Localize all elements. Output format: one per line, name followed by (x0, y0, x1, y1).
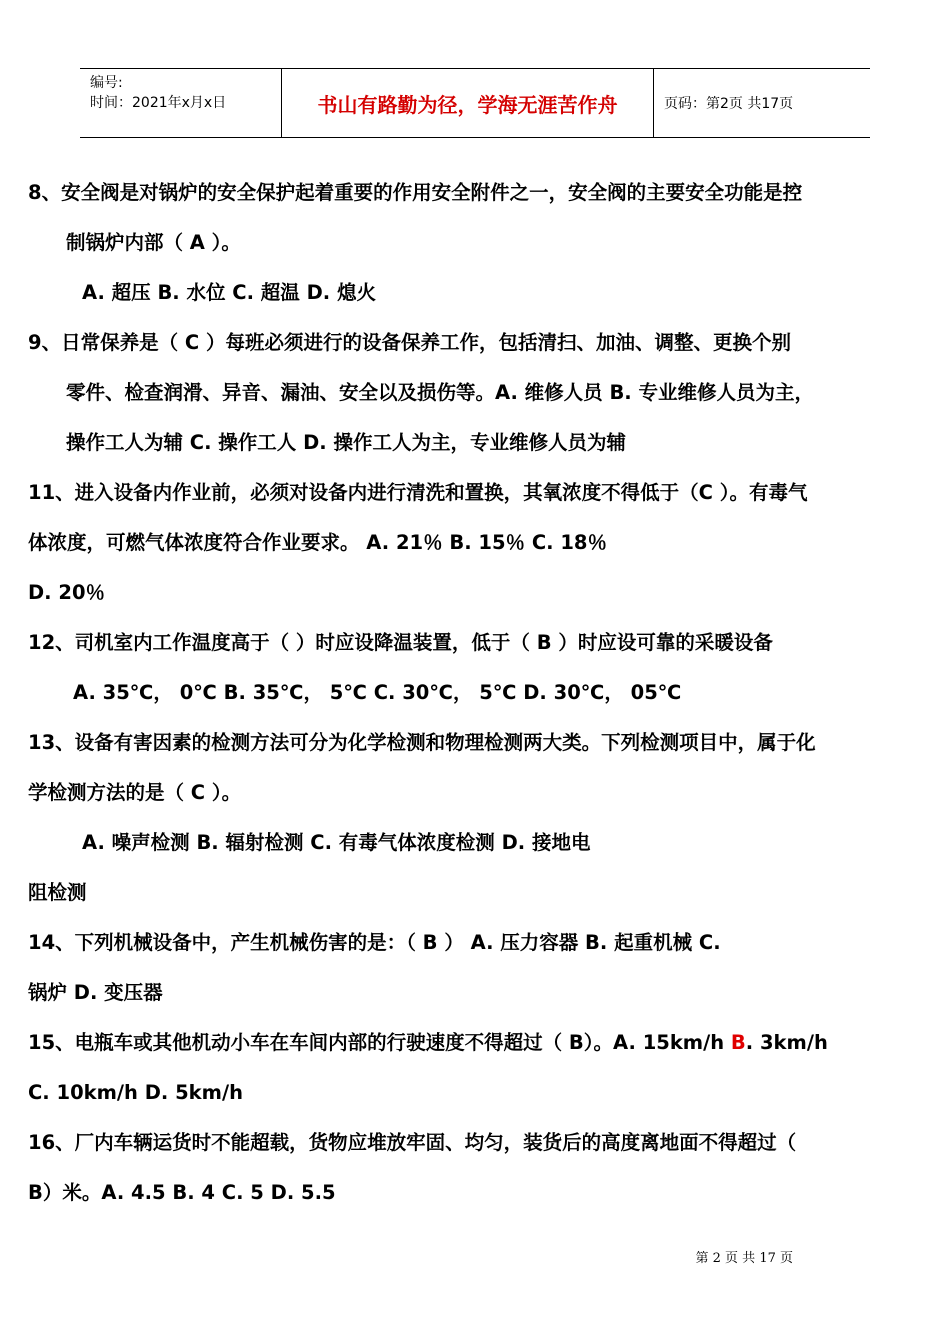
header-table (80, 68, 870, 138)
document-number-label: 编号: (90, 75, 123, 91)
question-12-options: A. 35℃， 0℃ B. 35℃， 5℃ C. 30℃， 5℃ D. 30℃， 05℃ (73, 681, 682, 704)
question-9-line-1: 9、日常保养是（ C ）每班必须进行的设备保养工作，包括清扫、加油、调整、更换个别 (28, 331, 791, 354)
question-content (28, 168, 924, 1218)
question-11-line-1: 11、进入设备内作业前，必须对设备内进行清洗和置换，其氧浓度不得低于（C ）。有毒气 (28, 481, 808, 504)
question-13-line-1: 13、设备有害因素的检测方法可分为化学检测和物理检测两大类。下列检测项目中，属于化 (28, 731, 816, 754)
question-9-line-3: 操作工人为辅 C. 操作工人 D. 操作工人为主，专业维修人员为辅 (66, 431, 626, 454)
question-15-option-value: . 3km/h (745, 1031, 828, 1054)
document-date-label: 时间：2021年x月x日 (90, 95, 227, 111)
question-8-options: A. 超压 B. 水位 C. 超温 D. 熄火 (82, 281, 376, 304)
question-13-line-2: 学检测方法的是（ C ）。 (28, 781, 242, 804)
header-info-cell (80, 69, 282, 137)
question-14-line-1: 14、下列机械设备中，产生机械伤害的是：（ B ） A. 压力容器 B. 起重机械 C. (28, 931, 721, 954)
question-8-line-1: 8、安全阀是对锅炉的安全保护起着重要的作用安全附件之一，安全阀的主要安全功能是控 (28, 181, 803, 204)
question-13-options-wrap: 阻检测 (28, 881, 87, 904)
question-13-options: A. 噪声检测 B. 辐射检测 C. 有毒气体浓度检测 D. 接地电 (82, 831, 591, 854)
question-15-line-1 (28, 1018, 924, 1068)
header-motto: 书山有路勤为径，学海无涯苦作舟 (282, 69, 654, 137)
question-15-highlighted-option: B (730, 1031, 746, 1054)
question-11-line-2: 体浓度，可燃气体浓度符合作业要求。 A. 21％ B. 15％ C. 18％ (28, 531, 607, 554)
question-15-line-2: C. 10km/h D. 5km/h (28, 1081, 243, 1104)
question-14-line-2: 锅炉 D. 变压器 (28, 981, 163, 1004)
header-page-label: 页码：第2页 共17页 (664, 96, 794, 112)
footer-page-number: 第 2 页 共 17 页 (695, 1251, 793, 1266)
question-12-line-1: 12、司机室内工作温度高于（ ）时应设降温装置，低于（ B ）时应设可靠的采暖设备 (28, 631, 773, 654)
question-16-line-2: B）米。A. 4.5 B. 4 C. 5 D. 5.5 (28, 1181, 336, 1204)
question-16-line-1: 16、厂内车辆运货时不能超载，货物应堆放牢固、均匀，装货后的高度离地面不得超过（ (28, 1131, 797, 1154)
question-9-line-2: 零件、检查润滑、异音、漏油、安全以及损伤等。A. 维修人员 B. 专业维修人员为主， (66, 381, 814, 404)
question-15-text: 15、电瓶车或其他机动小车在车间内部的行驶速度不得超过（ B）。A. 15km/h (28, 1031, 731, 1054)
question-11-line-3: D. 20％ (28, 581, 106, 604)
question-8-line-2: 制锅炉内部（ A ）。 (66, 231, 241, 254)
